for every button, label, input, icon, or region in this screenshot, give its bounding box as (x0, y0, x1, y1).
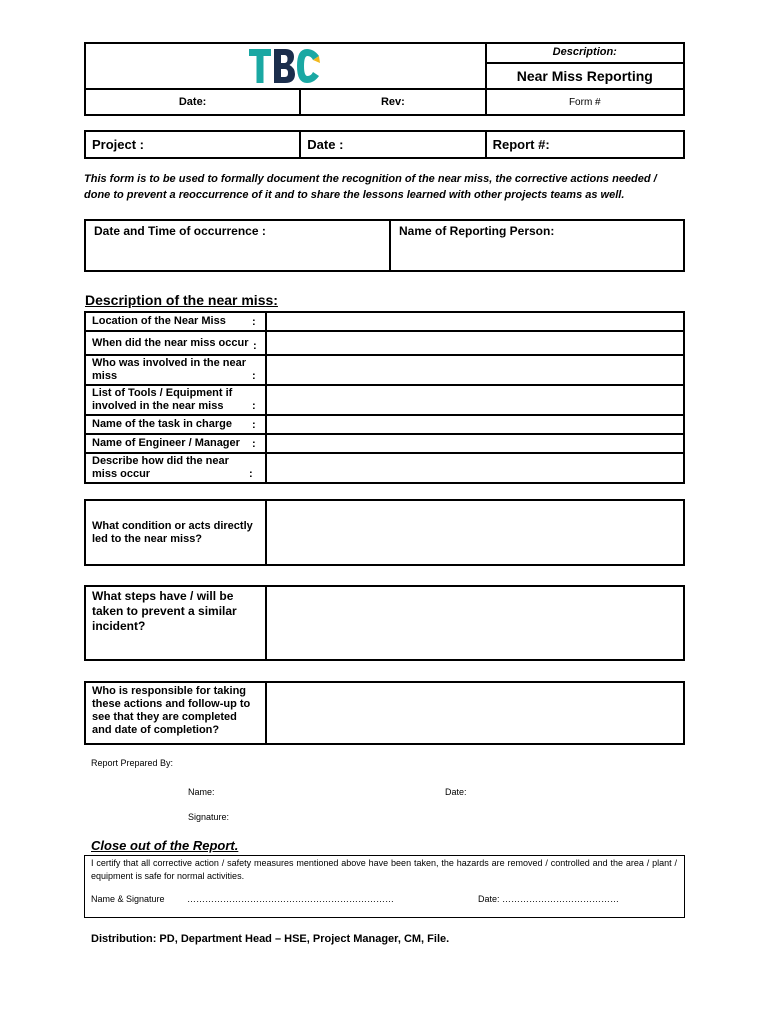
tools-input[interactable] (266, 385, 684, 415)
prepared-signature-field[interactable]: Signature: (188, 812, 230, 822)
row-label-location: Location of the Near Miss : (85, 312, 266, 331)
who-involved-input[interactable] (266, 355, 684, 385)
near-miss-details-table (84, 311, 685, 484)
header-date-label: Date: (85, 89, 300, 115)
document-title: Near Miss Reporting (516, 68, 653, 84)
description-section-title: Description of the near miss: (85, 292, 278, 308)
intro-text: This form is to be used to formally document the recognition of the near miss, the corrective actions needed / done to prevent a reoccurrence of it and to share the lessons learned with other projects teams as well. (84, 173, 657, 201)
close-name-signature-label: Name & Signature (91, 894, 165, 904)
row-label-task: Name of the task in charge : (85, 415, 266, 434)
row-label-who-involved: Who was involved in the near miss : (85, 355, 266, 385)
occurrence-table (84, 219, 685, 272)
engineer-input[interactable] (266, 434, 684, 453)
table-row (85, 331, 684, 355)
task-input[interactable] (266, 415, 684, 434)
steps-input[interactable] (266, 586, 684, 660)
distribution-text: Distribution: PD, Department Head – HSE, Project Manager, CM, File. (91, 933, 450, 945)
logo-cell (85, 43, 486, 89)
row-label-engineer: Name of Engineer / Manager : (85, 434, 266, 453)
responsible-label: Who is responsible for taking these actions and follow-up to see that they are completed and date of completion? (85, 682, 266, 744)
condition-label: What condition or acts directly led to the near miss? (85, 500, 266, 565)
condition-table (84, 499, 685, 566)
row-label-when: When did the near miss occur : (85, 331, 266, 355)
responsible-table (84, 681, 685, 745)
row-label-tools: List of Tools / Equipment if involved in the near miss : (85, 385, 266, 415)
certification-text: I certify that all corrective action / safety measures mentioned above have been taken, the hazards are removed / controlled and the area / plant / equipment is safe for normal activities. (91, 858, 677, 881)
description-cell (486, 43, 684, 89)
table-row (85, 434, 684, 453)
prepared-name-field[interactable]: Name: (188, 787, 215, 797)
table-row (85, 385, 684, 415)
tbc-logo (248, 48, 322, 84)
responsible-input[interactable] (266, 682, 684, 744)
header-rev-label: Rev: (300, 89, 485, 115)
description-label: Description: (487, 44, 683, 64)
steps-label: What steps have / will be taken to prevent a similar incident? (85, 586, 266, 660)
date-time-occurrence-field[interactable]: Date and Time of occurrence : (85, 220, 390, 271)
prepared-date-field[interactable]: Date: (445, 787, 467, 797)
table-row (85, 355, 684, 385)
document-header (84, 42, 685, 116)
project-field[interactable]: Project : (85, 131, 300, 158)
close-date-field[interactable]: Date: ………………………………… (478, 894, 620, 904)
table-row (85, 453, 684, 483)
table-row (85, 312, 684, 331)
reporting-person-field[interactable]: Name of Reporting Person: (390, 220, 684, 271)
describe-input[interactable] (266, 453, 684, 483)
project-date-field[interactable]: Date : (300, 131, 485, 158)
close-out-title: Close out of the Report. (91, 838, 239, 853)
row-label-describe: Describe how did the near miss occur : (85, 453, 266, 483)
table-row (85, 415, 684, 434)
report-prepared-label: Report Prepared By: (91, 758, 174, 768)
close-name-signature-field[interactable]: …………………………………………………………… (187, 894, 394, 904)
report-number-field[interactable]: Report #: (486, 131, 684, 158)
when-input[interactable] (266, 331, 684, 355)
steps-table (84, 585, 685, 661)
project-row (84, 130, 685, 159)
condition-input[interactable] (266, 500, 684, 565)
close-out-box (84, 855, 685, 918)
location-input[interactable] (266, 312, 684, 331)
header-form-label: Form # (486, 89, 684, 115)
